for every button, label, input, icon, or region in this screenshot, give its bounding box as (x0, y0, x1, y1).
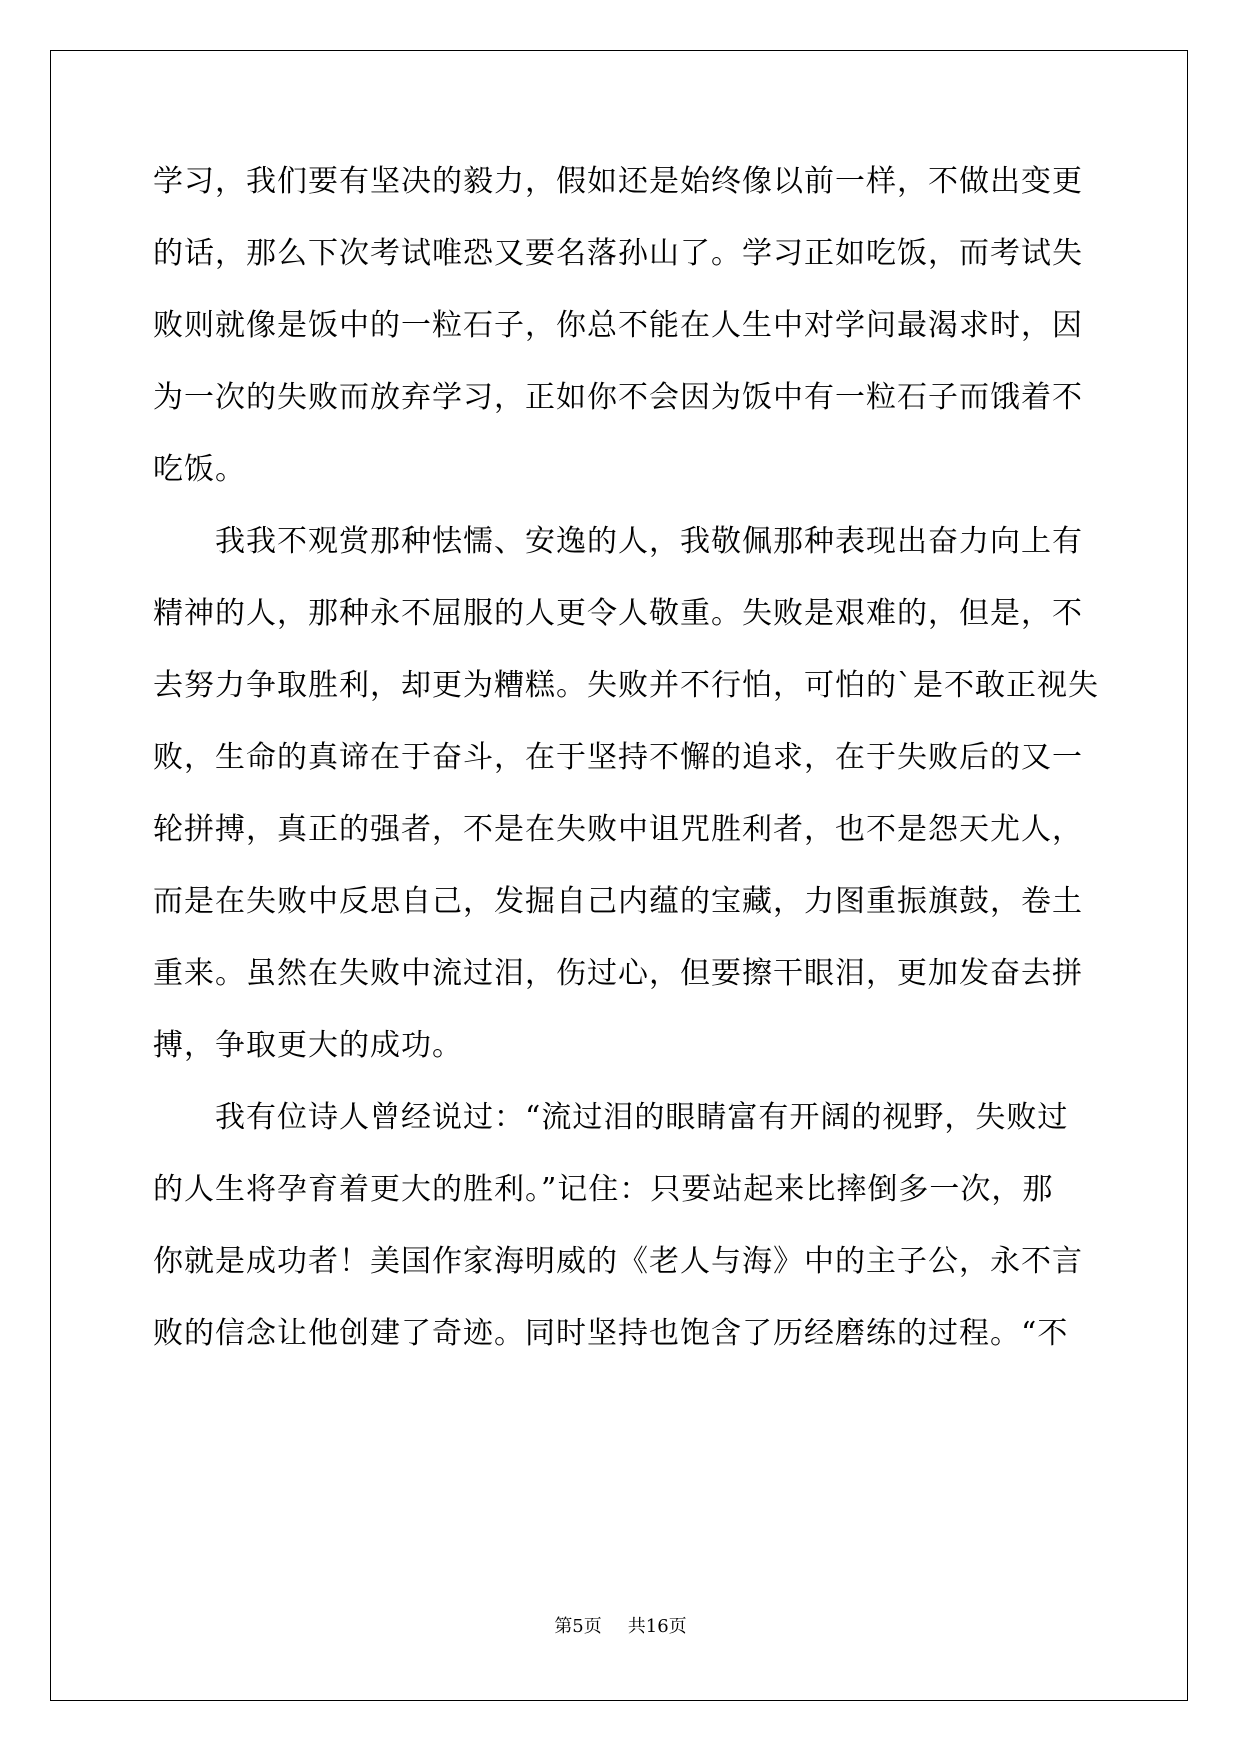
text-line: 吃饭。 (153, 452, 246, 487)
text-line: 去努力争取胜利，却更为糟糕。失败并不行怕，可怕的`是不敢正视失 (153, 668, 1099, 703)
text-line: 的话，那么下次考试唯恐又要名落孙山了。学习正如吃饭，而考试失 (153, 236, 1083, 271)
text-line: 的人生将孕育着更大的胜利。”记住：只要站起来比摔倒多一次，那 (153, 1172, 1054, 1207)
text-line: 我有位诗人曾经说过：“流过泪的眼睛富有开阔的视野，失败过 (153, 1100, 1069, 1135)
text-line: 败的信念让他创建了奇迹。同时坚持也饱含了历经磨练的过程。“不 (153, 1316, 1069, 1351)
text-line: 搏，争取更大的成功。 (153, 1028, 463, 1063)
page-total: 共16页 (627, 1616, 687, 1637)
text-line: 重来。虽然在失败中流过泪，伤过心，但要擦干眼泪，更加发奋去拼 (153, 956, 1083, 991)
page-border (50, 50, 1188, 1701)
text-line: 你就是成功者！美国作家海明威的《老人与海》中的主子公，永不言 (153, 1244, 1083, 1279)
text-line: 而是在失败中反思自己，发掘自己内蕴的宝藏，力图重振旗鼓，卷土 (153, 884, 1083, 919)
page-footer (0, 1612, 1241, 1638)
text-line: 为一次的失败而放弃学习，正如你不会因为饭中有一粒石子而饿着不 (153, 380, 1083, 415)
page-number: 第5页 (554, 1616, 602, 1637)
text-line: 学习，我们要有坚决的毅力，假如还是始终像以前一样，不做出变更 (153, 164, 1083, 199)
text-line: 败则就像是饭中的一粒石子，你总不能在人生中对学问最渴求时，因 (153, 308, 1083, 343)
text-line: 我我不观赏那种怯懦、安逸的人，我敬佩那种表现出奋力向上有 (153, 524, 1083, 559)
text-line: 败，生命的真谛在于奋斗，在于坚持不懈的追求，在于失败后的又一 (153, 740, 1083, 775)
text-line: 轮拼搏，真正的强者，不是在失败中诅咒胜利者，也不是怨天尤人， (153, 812, 1083, 847)
text-line: 精神的人，那种永不屈服的人更令人敬重。失败是艰难的，但是，不 (153, 596, 1083, 631)
